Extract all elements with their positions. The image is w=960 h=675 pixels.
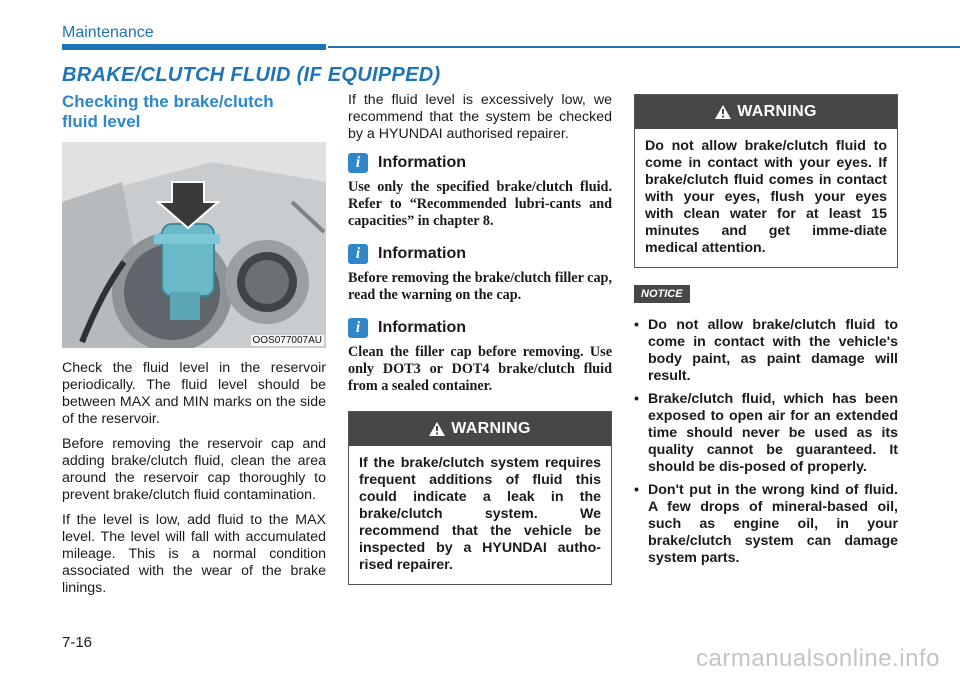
- page-title: BRAKE/CLUTCH FLUID (IF EQUIPPED): [62, 64, 441, 86]
- notice-badge: NOTICE: [634, 285, 690, 303]
- info-title: Information: [378, 245, 466, 262]
- list-item: • Don't put in the wrong kind of fluid. A few drops of mineral-based oil, such as engine oil, in your brake/clutch system can damage system parts.: [634, 482, 898, 567]
- info-block: [348, 153, 612, 230]
- warning-text: Do not allow brake/clutch fluid to come in contact with your eyes. If brake/clutch fluid comes in contact with your eyes, flush your eyes with clean water for at least 15 minutes and get imme-diate medical attention.: [645, 138, 887, 256]
- info-block: [348, 318, 612, 395]
- warning-header: [635, 95, 897, 129]
- column-middle: [348, 92, 612, 585]
- warning-label: WARNING: [737, 103, 817, 120]
- paragraph: If the level is low, add fluid to the MAX level. The level will fall with accumulated mileage. This is a normal condition associated with the wear of the brake linings.: [62, 512, 326, 596]
- intro-paragraph: If the fluid level is excessively low, we recommend that the system be checked by a HYUNDAI authorised repairer.: [348, 92, 612, 142]
- paragraph: Check the fluid level in the reservoir periodically. The fluid level should be between MAX and MIN marks on the side of the reservoir.: [62, 360, 326, 427]
- header-rule-thick: [62, 44, 326, 50]
- info-block: [348, 244, 612, 304]
- subheading: Checking the brake/clutch fluid level: [62, 92, 274, 131]
- list-item: • Brake/clutch fluid, which has been exposed to open air for an extended time should never be used as its quality cannot be guaranteed. It should be dis-posed of properly.: [634, 391, 898, 476]
- warning-box: [348, 411, 612, 585]
- watermark: carmanualsonline.info: [696, 645, 940, 672]
- info-text: Clean the filler cap before removing. Use only DOT3 or DOT4 brake/clutch fluid from a sealed container.: [348, 344, 612, 394]
- info-text: Use only the specified brake/clutch fluid. Refer to “Recommended lubri-cants and capacities” in chapter 8.: [348, 179, 612, 229]
- list-item: • Do not allow brake/clutch fluid to come in contact with the vehicle's body paint, as paint damage will result.: [634, 317, 898, 385]
- section-label: Maintenance: [62, 24, 154, 41]
- header-rule-thin: [328, 46, 960, 48]
- warning-header: [349, 412, 611, 446]
- reservoir-photo: [62, 142, 326, 348]
- photo-code: OOS077007AU: [252, 335, 322, 346]
- info-title: Information: [378, 154, 466, 171]
- paragraph: Before removing the reservoir cap and adding brake/clutch fluid, clean the area around the reservoir cap thoroughly to prevent brake/clutch fluid contamination.: [62, 436, 326, 503]
- info-icon: i: [348, 244, 368, 264]
- notice-list: [634, 317, 898, 567]
- warning-label: WARNING: [451, 420, 531, 437]
- warning-triangle-icon: [429, 422, 445, 436]
- info-text: Before removing the brake/clutch filler cap, read the warning on the cap.: [348, 270, 612, 303]
- warning-triangle-icon: [715, 105, 731, 119]
- column-right: [634, 94, 898, 573]
- column-left: [62, 92, 326, 605]
- info-title: Information: [378, 319, 466, 336]
- info-icon: i: [348, 318, 368, 338]
- warning-text: If the brake/clutch system requires frequent additions of fluid this could indicate a leak in the brake/clutch system. We recommend that the vehicle be inspected by a HYUNDAI autho-rised repairer.: [359, 455, 601, 573]
- page-number: 7-16: [62, 634, 93, 651]
- info-icon: i: [348, 153, 368, 173]
- warning-box: [634, 94, 898, 268]
